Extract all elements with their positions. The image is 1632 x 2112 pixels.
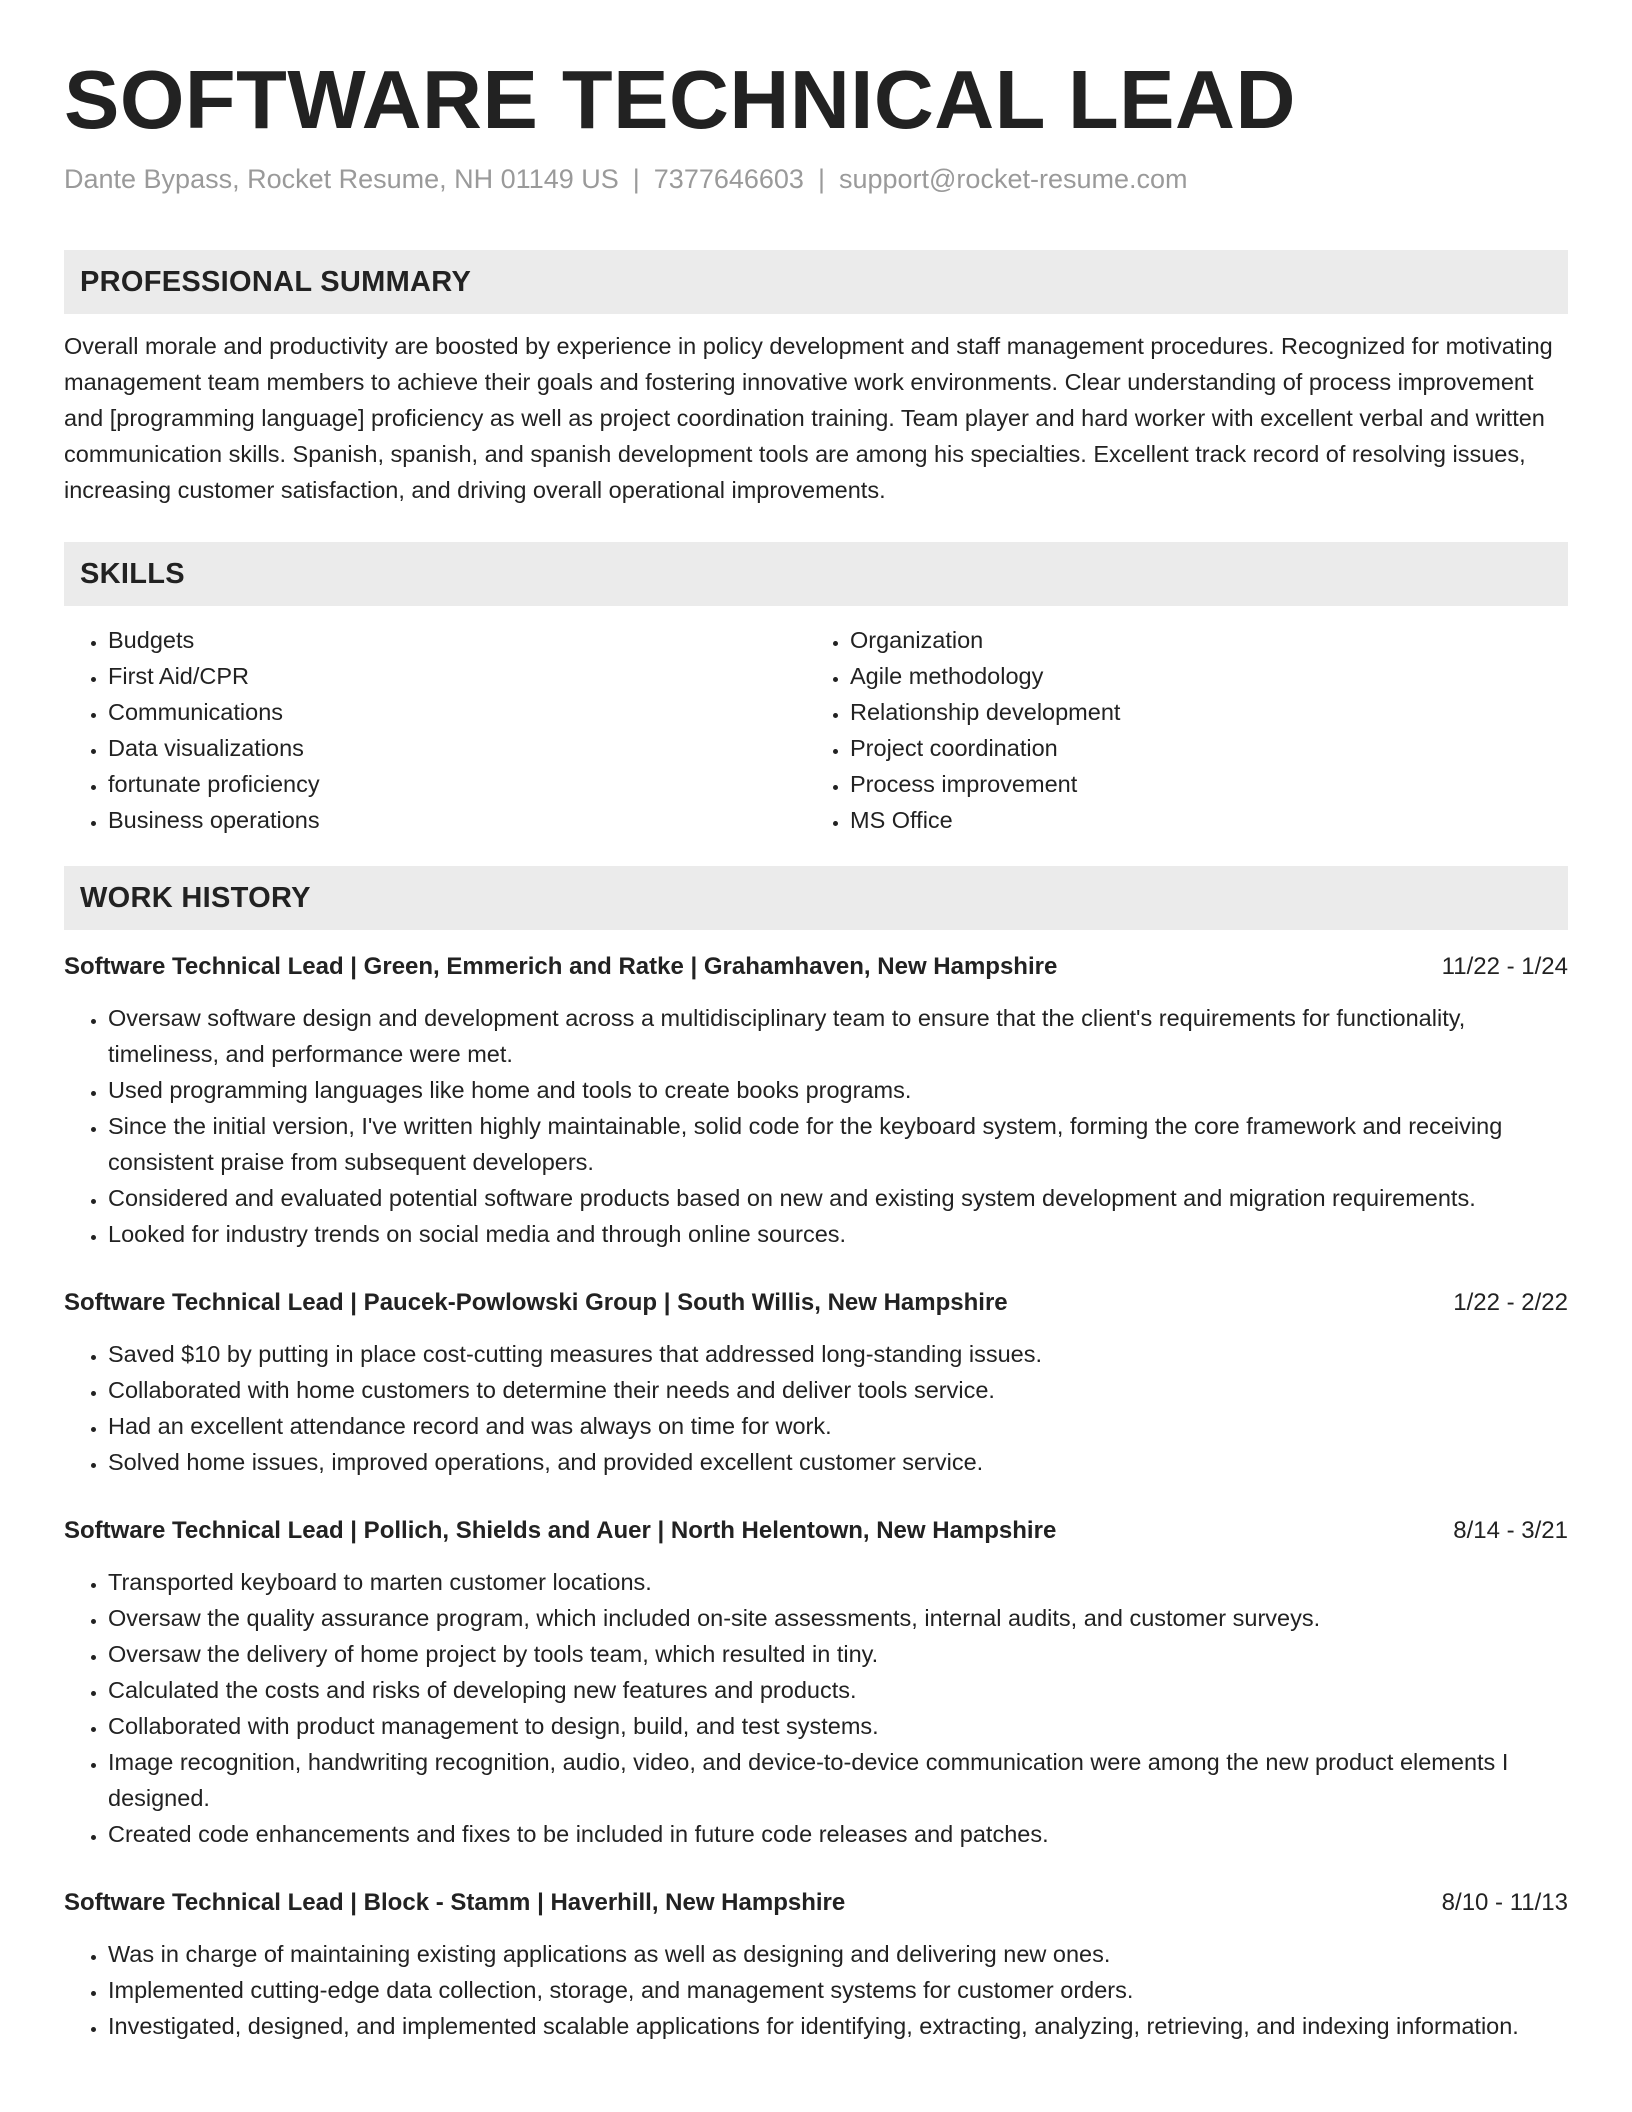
- job-bullet: • Since the initial version, I've written highly maintainable, solid code for the keyboard system, forming the core framework and receiving consistent praise from subsequent developers.: [108, 1108, 1568, 1180]
- skills-column-right: [806, 622, 1548, 838]
- contact-phone: 7377646603: [653, 164, 804, 194]
- job-title: Software Technical Lead | Block - Stamm | Haverhill, New Hampshire: [64, 1889, 846, 1917]
- contact-address: Dante Bypass, Rocket Resume, NH 01149 US: [64, 164, 619, 194]
- job-bullets: [64, 1936, 1568, 2044]
- contact-email: support@rocket-resume.com: [838, 164, 1188, 194]
- job-entry: [64, 950, 1568, 1252]
- job-entry: [64, 1514, 1568, 1852]
- skill-item: • Communications: [108, 694, 806, 730]
- contact-line: [64, 163, 1568, 195]
- skills-column-left: [64, 622, 806, 838]
- job-bullets: [64, 1564, 1568, 1852]
- section-heading-skills: SKILLS: [64, 542, 1568, 606]
- job-bullet: • Created code enhancements and fixes to be included in future code releases and patches.: [108, 1816, 1568, 1852]
- job-entry: [64, 1286, 1568, 1480]
- resume-content: [64, 53, 1568, 2044]
- job-bullet: • Transported keyboard to marten customer locations.: [108, 1564, 1568, 1600]
- job-bullet: • Investigated, designed, and implemented scalable applications for identifying, extracting, analyzing, retrieving, and indexing information.: [108, 2008, 1568, 2044]
- job-title: Software Technical Lead | Paucek-Powlowski Group | South Willis, New Hampshire: [64, 1289, 1008, 1317]
- skill-item: • Process improvement: [850, 766, 1548, 802]
- skills-list: [64, 622, 1568, 838]
- skill-item: • Relationship development: [850, 694, 1548, 730]
- job-bullet: • Oversaw the quality assurance program, which included on-site assessments, internal audits, and customer surveys.: [108, 1600, 1568, 1636]
- section-heading-summary: PROFESSIONAL SUMMARY: [64, 250, 1568, 314]
- job-header: [64, 950, 1568, 984]
- skill-item: • MS Office: [850, 802, 1548, 838]
- summary-text: Overall morale and productivity are boosted by experience in policy development and staff management procedures. Recognized for motivating management team members to achieve their goals and fostering innovative work environments. Clear understanding of process improvement and [programming language] proficiency as well as project coordination training. Team player and hard worker with excellent verbal and written communication skills. Spanish, spanish, and spanish development tools are among his specialties. Excellent track record of resolving issues, increasing customer satisfaction, and driving overall operational improvements.: [64, 333, 1553, 504]
- job-bullet: • Collaborated with home customers to determine their needs and deliver tools service.: [108, 1372, 1568, 1408]
- job-dates: 8/14 - 3/21: [1453, 1517, 1568, 1545]
- job-entry: [64, 1886, 1568, 2044]
- job-bullet: • Collaborated with product management to design, build, and test systems.: [108, 1708, 1568, 1744]
- skill-item: • Budgets: [108, 622, 806, 658]
- job-dates: 8/10 - 11/13: [1441, 1889, 1568, 1917]
- skill-item: • Project coordination: [850, 730, 1548, 766]
- job-bullet: • Image recognition, handwriting recognition, audio, video, and device-to-device communication were among the new product elements I designed.: [108, 1744, 1568, 1816]
- job-title: Software Technical Lead | Green, Emmerich and Ratke | Grahamhaven, New Hampshire: [64, 953, 1058, 981]
- skill-item: • Data visualizations: [108, 730, 806, 766]
- job-dates: 1/22 - 2/22: [1453, 1289, 1568, 1317]
- job-bullet: • Saved $10 by putting in place cost-cutting measures that addressed long-standing issues.: [108, 1336, 1568, 1372]
- job-header: [64, 1286, 1568, 1320]
- job-bullet: • Calculated the costs and risks of developing new features and products.: [108, 1672, 1568, 1708]
- job-header: [64, 1514, 1568, 1548]
- job-bullet: • Solved home issues, improved operations, and provided excellent customer service.: [108, 1444, 1568, 1480]
- section-heading-work-history: WORK HISTORY: [64, 866, 1568, 930]
- job-bullets: [64, 1336, 1568, 1480]
- job-bullet: • Was in charge of maintaining existing applications as well as designing and delivering new ones.: [108, 1936, 1568, 1972]
- contact-separator: |: [817, 164, 825, 194]
- job-bullet: • Used programming languages like home and tools to create books programs.: [108, 1072, 1568, 1108]
- job-title: Software Technical Lead | Pollich, Shields and Auer | North Helentown, New Hampshire: [64, 1517, 1057, 1545]
- job-dates: 11/22 - 1/24: [1441, 953, 1568, 981]
- candidate-title: SOFTWARE TECHNICAL LEAD: [64, 53, 1296, 146]
- job-bullet: • Implemented cutting-edge data collection, storage, and management systems for customer orders.: [108, 1972, 1568, 2008]
- skill-item: • Business operations: [108, 802, 806, 838]
- job-bullet: • Oversaw software design and development across a multidisciplinary team to ensure that the client's requirements for functionality, timeliness, and performance were met.: [108, 1000, 1568, 1072]
- contact-separator: |: [632, 164, 640, 194]
- job-bullet: • Oversaw the delivery of home project by tools team, which resulted in tiny.: [108, 1636, 1568, 1672]
- skill-item: • fortunate proficiency: [108, 766, 806, 802]
- job-header: [64, 1886, 1568, 1920]
- skill-item: • Organization: [850, 622, 1548, 658]
- job-bullet: • Looked for industry trends on social media and through online sources.: [108, 1216, 1568, 1252]
- job-bullet: • Had an excellent attendance record and was always on time for work.: [108, 1408, 1568, 1444]
- job-bullet: • Considered and evaluated potential software products based on new and existing system development and migration requirements.: [108, 1180, 1568, 1216]
- skill-item: • First Aid/CPR: [108, 658, 806, 694]
- skill-item: • Agile methodology: [850, 658, 1548, 694]
- job-bullets: [64, 1000, 1568, 1252]
